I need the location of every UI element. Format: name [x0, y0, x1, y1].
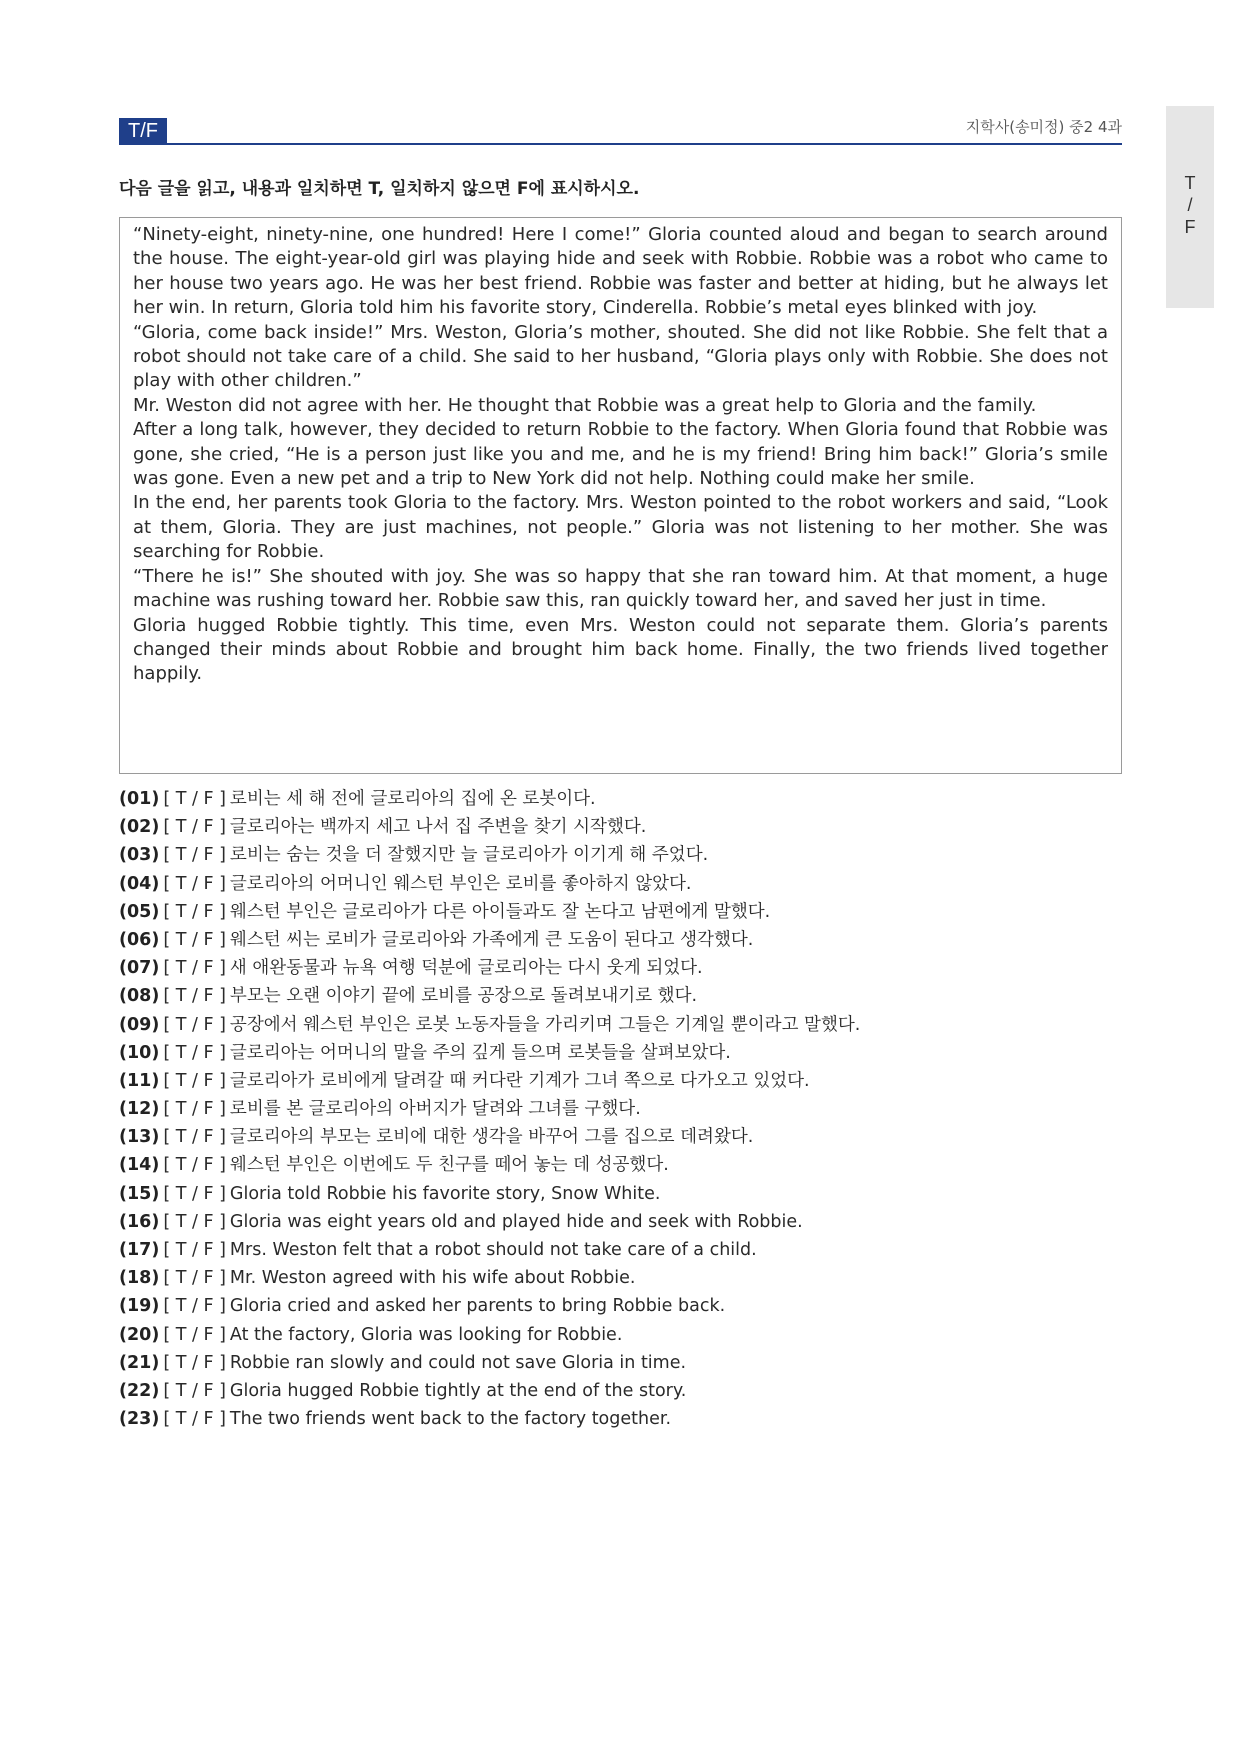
question-number: (19) — [119, 1296, 160, 1317]
question-number: (09) — [119, 1014, 160, 1035]
question-text: Robbie ran slowly and could not save Gloria in time. — [229, 1352, 687, 1373]
question-item — [119, 1321, 1122, 1349]
question-number: (22) — [119, 1380, 160, 1401]
true-false-choice[interactable]: [ T / F ] — [163, 1042, 226, 1063]
question-text: 부모는 오랜 이야기 끝에 로비를 공장으로 돌려보내기로 했다. — [229, 986, 698, 1007]
question-text: 로비는 숨는 것을 더 잘했지만 늘 글로리아가 이기게 해 주었다. — [229, 845, 709, 866]
true-false-choice[interactable]: [ T / F ] — [163, 958, 226, 979]
question-text: Gloria cried and asked her parents to bring Robbie back. — [229, 1296, 726, 1317]
true-false-choice[interactable]: [ T / F ] — [163, 929, 226, 950]
question-number: (07) — [119, 958, 160, 979]
true-false-choice[interactable]: [ T / F ] — [163, 986, 226, 1007]
true-false-choice[interactable]: [ T / F ] — [163, 1211, 226, 1232]
true-false-choice[interactable]: [ T / F ] — [163, 1240, 226, 1260]
question-text: 글로리아가 로비에게 달려갈 때 커다란 기계가 그녀 쪽으로 다가오고 있었다. — [229, 1070, 810, 1091]
question-text: 웨스턴 부인은 이번에도 두 친구를 떼어 놓는 데 성공했다. — [229, 1155, 669, 1176]
true-false-choice[interactable]: [ T / F ] — [163, 1070, 226, 1091]
passage-paragraph: In the end, her parents took Gloria to the factory. Mrs. Weston pointed to the robot workers and said, “Look at them, Gloria. They are just machines, not people.” Gloria was not listening to her mother. She was searching for Robbie. — [133, 492, 1108, 563]
question-number: (06) — [119, 929, 160, 950]
question-number: (14) — [119, 1155, 160, 1176]
question-number: (15) — [119, 1183, 160, 1204]
passage-paragraph: “Ninety-eight, ninety-nine, one hundred! Here I come!” Gloria counted aloud and began to search around the house. The eight-year-old girl was playing hide and seek with Robbie. Robbie was a robot who came to her house two years ago. He was her best friend. Robbie was faster and better at hiding, but he always let her win. In return, Gloria told him his favorite story, Cinderella. Robbie’s metal eyes blinked with joy. — [133, 224, 1108, 319]
question-text: 글로리아의 부모는 로비에 대한 생각을 바꾸어 그를 집으로 데려왔다. — [229, 1127, 754, 1148]
question-item — [119, 1067, 1122, 1095]
question-item — [119, 841, 1122, 869]
header-divider — [119, 143, 1122, 145]
question-item — [119, 1405, 1122, 1433]
true-false-choice[interactable]: [ T / F ] — [163, 1155, 226, 1176]
question-item — [119, 1123, 1122, 1151]
passage-paragraph: Mr. Weston did not agree with her. He thought that Robbie was a great help to Gloria and the family. — [133, 394, 1037, 416]
question-number: (13) — [119, 1127, 160, 1148]
question-text: 로비를 본 글로리아의 아버지가 달려와 그녀를 구했다. — [229, 1099, 641, 1120]
question-text: Mrs. Weston felt that a robot should not take care of a child. — [229, 1240, 757, 1260]
true-false-choice[interactable]: [ T / F ] — [163, 1268, 226, 1289]
question-text: Gloria hugged Robbie tightly at the end of the story. — [229, 1380, 687, 1401]
question-item — [119, 1208, 1122, 1236]
question-number: (23) — [119, 1409, 160, 1430]
question-number: (04) — [119, 873, 160, 894]
passage-paragraph: “Gloria, come back inside!” Mrs. Weston, Gloria’s mother, shouted. She did not like Robbie. She felt that a robot should not take care of a child. She said to her husband, “Gloria plays only with Robbie. She does not play with other children.” — [133, 321, 1108, 392]
question-text: 글로리아는 어머니의 말을 주의 깊게 들으며 로봇들을 살펴보았다. — [229, 1042, 731, 1063]
question-item — [119, 954, 1122, 982]
true-false-choice[interactable]: [ T / F ] — [163, 873, 226, 894]
question-item — [119, 1349, 1122, 1377]
side-tab-letter-t: T — [1184, 173, 1196, 193]
true-false-choice[interactable]: [ T / F ] — [163, 1324, 226, 1345]
question-text: 글로리아는 백까지 세고 나서 집 주변을 찾기 시작했다. — [229, 817, 647, 838]
question-number: (12) — [119, 1099, 160, 1120]
question-item — [119, 1039, 1122, 1067]
question-text: 웨스턴 씨는 로비가 글로리아와 가족에게 큰 도움이 된다고 생각했다. — [229, 929, 754, 950]
question-text: Gloria was eight years old and played hide and seek with Robbie. — [229, 1211, 803, 1232]
question-item — [119, 1377, 1122, 1405]
question-text: 공장에서 웨스턴 부인은 로봇 노동자들을 가리키며 그들은 기계일 뿐이라고 말했다. — [229, 1014, 861, 1035]
question-list — [119, 785, 1122, 1433]
true-false-choice[interactable]: [ T / F ] — [163, 1296, 226, 1317]
question-item — [119, 813, 1122, 841]
question-number: (21) — [119, 1352, 160, 1373]
question-item — [119, 982, 1122, 1010]
question-number: (17) — [119, 1240, 160, 1260]
true-false-choice[interactable]: [ T / F ] — [163, 1099, 226, 1120]
true-false-choice[interactable]: [ T / F ] — [163, 1352, 226, 1373]
true-false-choice[interactable]: [ T / F ] — [163, 817, 226, 838]
true-false-choice[interactable]: [ T / F ] — [163, 1183, 226, 1204]
section-tag: T/F — [119, 118, 167, 144]
question-number: (03) — [119, 845, 160, 866]
instruction-text: 다음 글을 읽고, 내용과 일치하면 T, 일치하지 않으면 F에 표시하시오. — [119, 179, 640, 199]
side-tab-slash: / — [1187, 195, 1193, 215]
question-text: 새 애완동물과 뉴욕 여행 덕분에 글로리아는 다시 웃게 되었다. — [229, 958, 703, 979]
question-item — [119, 926, 1122, 954]
true-false-choice[interactable]: [ T / F ] — [163, 901, 226, 922]
question-item — [119, 1264, 1122, 1292]
true-false-choice[interactable]: [ T / F ] — [163, 1409, 226, 1430]
question-number: (18) — [119, 1268, 160, 1289]
question-item — [119, 1011, 1122, 1039]
true-false-choice[interactable]: [ T / F ] — [163, 845, 226, 866]
question-number: (10) — [119, 1042, 160, 1063]
question-item — [119, 870, 1122, 898]
question-item — [119, 1236, 1122, 1264]
passage-paragraph: “There he is!” She shouted with joy. She was so happy that she ran toward him. At that moment, a huge machine was rushing toward her. Robbie saw this, ran quickly toward her, and saved her just in time. — [133, 565, 1108, 612]
true-false-choice[interactable]: [ T / F ] — [163, 1380, 226, 1401]
question-number: (16) — [119, 1211, 160, 1232]
question-item — [119, 898, 1122, 926]
side-tab-letter-f: F — [1184, 217, 1196, 237]
textbook-source: 지학사(송미정) 중2 4과 — [965, 118, 1122, 136]
question-item — [119, 1095, 1122, 1123]
question-item — [119, 785, 1122, 813]
question-number: (20) — [119, 1324, 160, 1345]
question-number: (02) — [119, 817, 160, 838]
question-text: 웨스턴 부인은 글로리아가 다른 아이들과도 잘 논다고 남편에게 말했다. — [229, 901, 771, 922]
reading-passage — [119, 217, 1122, 774]
question-number: (11) — [119, 1070, 160, 1091]
question-text: At the factory, Gloria was looking for Robbie. — [229, 1324, 623, 1345]
question-text: Mr. Weston agreed with his wife about Robbie. — [229, 1268, 636, 1289]
question-number: (01) — [119, 789, 160, 809]
passage-paragraph: After a long talk, however, they decided to return Robbie to the factory. When Gloria found that Robbie was gone, she cried, “He is a person just like you and me, and he is my friend! Bring him back!” Gloria’s smile was gone. Even a new pet and a trip to New York did not help. Nothing could make her smile. — [133, 419, 1108, 490]
question-item — [119, 1292, 1122, 1320]
true-false-choice[interactable]: [ T / F ] — [163, 1127, 226, 1148]
side-index-tab — [1166, 106, 1214, 308]
question-item — [119, 1180, 1122, 1208]
question-item — [119, 1151, 1122, 1179]
question-text: Gloria told Robbie his favorite story, Snow White. — [229, 1183, 661, 1204]
question-text: The two friends went back to the factory together. — [229, 1409, 672, 1430]
question-number: (08) — [119, 986, 160, 1007]
question-text: 로비는 세 해 전에 글로리아의 집에 온 로봇이다. — [229, 789, 596, 809]
true-false-choice[interactable]: [ T / F ] — [163, 789, 226, 809]
true-false-choice[interactable]: [ T / F ] — [163, 1014, 226, 1035]
question-text: 글로리아의 어머니인 웨스턴 부인은 로비를 좋아하지 않았다. — [229, 873, 692, 894]
question-number: (05) — [119, 901, 160, 922]
passage-paragraph: Gloria hugged Robbie tightly. This time, even Mrs. Weston could not separate them. Gloria’s parents changed their minds about Robbie and brought him back home. Finally, the two friends lived together happily. — [133, 614, 1108, 685]
